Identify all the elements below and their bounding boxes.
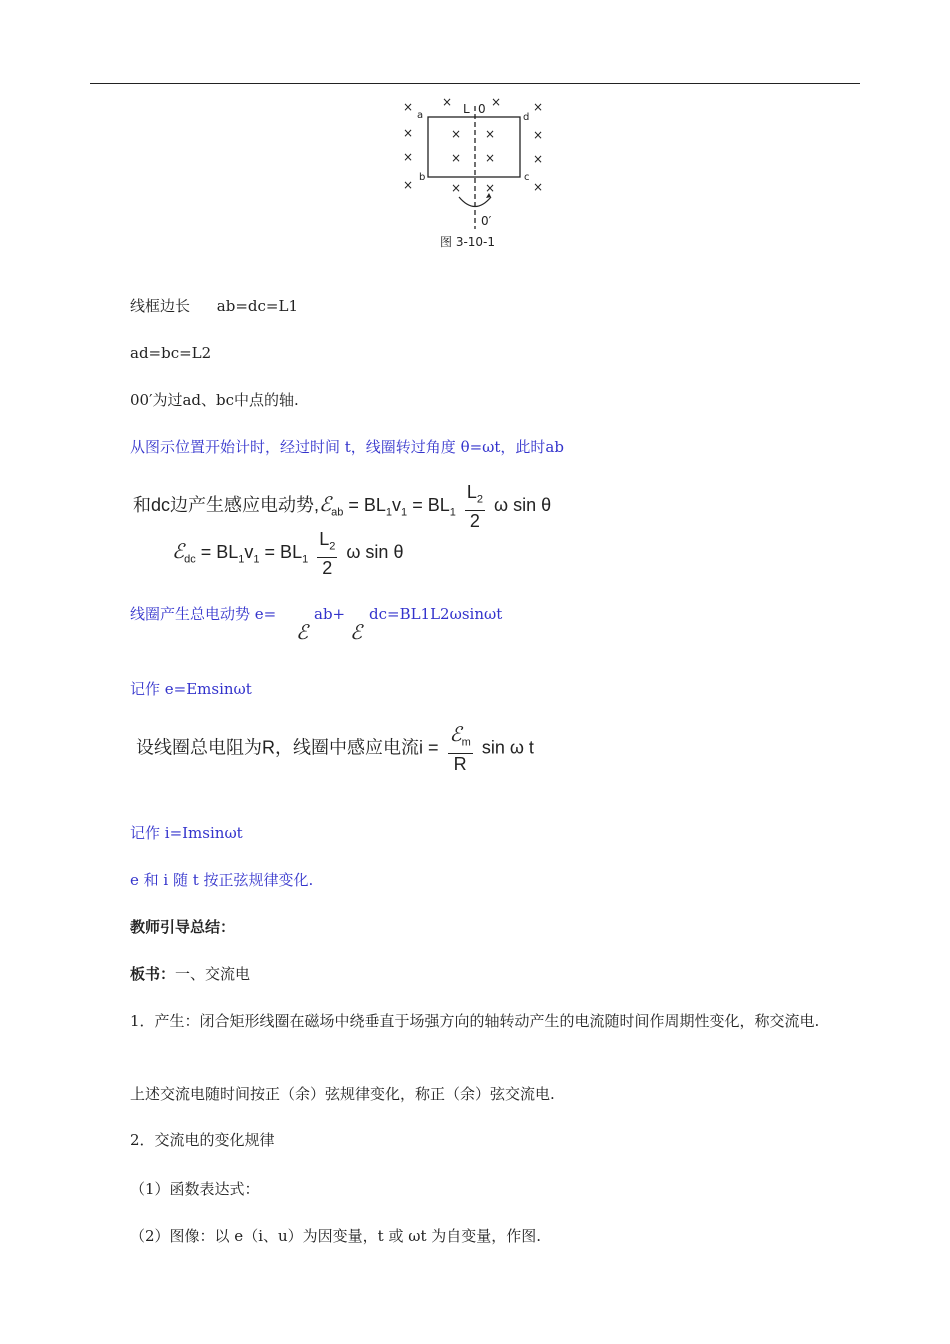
label-L: L <box>463 102 470 116</box>
record-i: 记作 i=Imsinωt <box>130 824 243 842</box>
field-mark: × <box>485 181 496 195</box>
teacher-summary: 教师引导总结： <box>130 918 236 936</box>
record-e: 记作 e=Emsinωt <box>130 680 252 698</box>
equation-text: = BL <box>412 495 450 516</box>
field-mark: × <box>533 180 544 194</box>
item-2a-function: （1）函数表达式： <box>130 1180 260 1198</box>
field-mark: × <box>442 95 453 109</box>
equation-text: ω sin θ <box>346 542 404 563</box>
equation-current <box>136 724 534 774</box>
equation-subscript: 1 <box>385 506 393 519</box>
fraction-numerator: L <box>466 482 477 502</box>
corner-label-d: d <box>523 112 530 123</box>
equation-text: 设线圈总电阻为R，线圈中感应电流i = <box>136 737 439 758</box>
equation-subscript: m <box>461 736 471 749</box>
board-line <box>130 963 250 985</box>
timing-statement: 从图示位置开始计时，经过时间 t，线圈转过角度 θ=ωt，此时ab <box>130 438 564 456</box>
emf-symbol: ℰ <box>319 492 332 517</box>
board-title: 一、交流电 <box>175 965 251 983</box>
fraction-denominator: R <box>453 753 467 774</box>
item-1b-sine-ac: 上述交流电随时间按正（余）弦规律变化，称正（余）弦交流电. <box>130 1085 555 1103</box>
emf-symbol: ℰ <box>172 539 185 564</box>
fraction-denominator: 2 <box>322 557 333 578</box>
total-emf-prefix: 线圈产生总电动势 e= <box>130 605 277 623</box>
equation-subscript: ab <box>331 506 344 519</box>
total-emf-ab: ab+ <box>314 605 346 623</box>
equation-subscript: 1 <box>401 506 408 519</box>
equation-subscript: 2 <box>329 540 336 553</box>
fraction <box>317 529 337 578</box>
equation-subscript: 1 <box>302 553 309 566</box>
field-mark: × <box>451 151 462 165</box>
fraction-numerator: L <box>319 529 330 549</box>
field-mark: × <box>485 127 496 141</box>
corner-label-b: b <box>419 172 426 183</box>
equation-text: 和dc边产生感应电动势, <box>133 495 320 516</box>
field-mark: × <box>403 150 414 164</box>
board-label: 板书： <box>130 965 176 983</box>
label-O-prime: 0′ <box>481 214 492 228</box>
frame-side-label: 线框边长 <box>130 297 191 315</box>
equation-text: ω sin θ <box>494 495 552 516</box>
equation-subscript: 2 <box>476 493 483 506</box>
equation-subscript: 1 <box>253 553 260 566</box>
equation-text: = BL <box>264 542 303 563</box>
field-mark: × <box>485 151 496 165</box>
sine-change: e 和 i 随 t 按正弦规律变化. <box>130 871 314 889</box>
figure-3-10-1 <box>395 94 555 254</box>
coil-rectangle <box>428 117 520 177</box>
equation-emf-dc <box>172 529 403 578</box>
emf-symbol: ℰ <box>296 620 309 644</box>
total-emf-dc: dc=BL1L2ωsinωt <box>369 605 503 623</box>
item-1-generation: 1．产生：闭合矩形线圈在磁场中绕垂直于场强方向的轴转动产生的电流随时间作周期性变化，称交流电. <box>130 1012 820 1030</box>
field-mark: × <box>491 95 502 109</box>
field-mark: × <box>403 100 414 114</box>
fraction-denominator: 2 <box>469 510 480 531</box>
equation-subscript: dc <box>184 553 196 566</box>
fraction <box>448 724 473 774</box>
fraction <box>465 482 485 531</box>
figure-caption: 图 3-10-1 <box>440 235 496 249</box>
equation-text: v <box>392 495 402 516</box>
item-2b-graph: （2）图像：以 e（i、u）为因变量，t 或 ωt 为自变量，作图. <box>130 1227 542 1245</box>
field-mark: × <box>403 126 414 140</box>
equation-subscript: 1 <box>238 553 245 566</box>
field-mark: × <box>451 127 462 141</box>
corner-label-a: a <box>417 110 424 121</box>
axis-definition: 00′为过ad、bc中点的轴. <box>130 391 299 409</box>
corner-label-c: c <box>524 172 530 183</box>
ad-bc-length: ad=bc=L2 <box>130 344 212 362</box>
equation-text: = BL <box>200 542 239 563</box>
equation-text: sin ω t <box>481 737 534 758</box>
field-mark: × <box>533 152 544 166</box>
field-mark: × <box>533 128 544 142</box>
label-O: 0 <box>478 102 486 116</box>
equation-emf-ab <box>133 482 551 531</box>
emf-symbol: ℰ <box>350 620 363 644</box>
field-mark: × <box>533 100 544 114</box>
field-mark: × <box>403 178 414 192</box>
equation-text: = BL <box>348 495 386 516</box>
equation-subscript: 1 <box>449 506 456 519</box>
field-mark: × <box>451 181 462 195</box>
emf-symbol: ℰ <box>449 722 462 746</box>
total-emf-line <box>130 603 276 625</box>
equation-text: v <box>244 542 254 563</box>
item-2-variation: 2．交流电的变化规律 <box>130 1131 275 1149</box>
header-rule <box>90 83 860 84</box>
ab-dc-length: ab=dc=L1 <box>216 297 298 315</box>
frame-side-line <box>130 295 298 317</box>
